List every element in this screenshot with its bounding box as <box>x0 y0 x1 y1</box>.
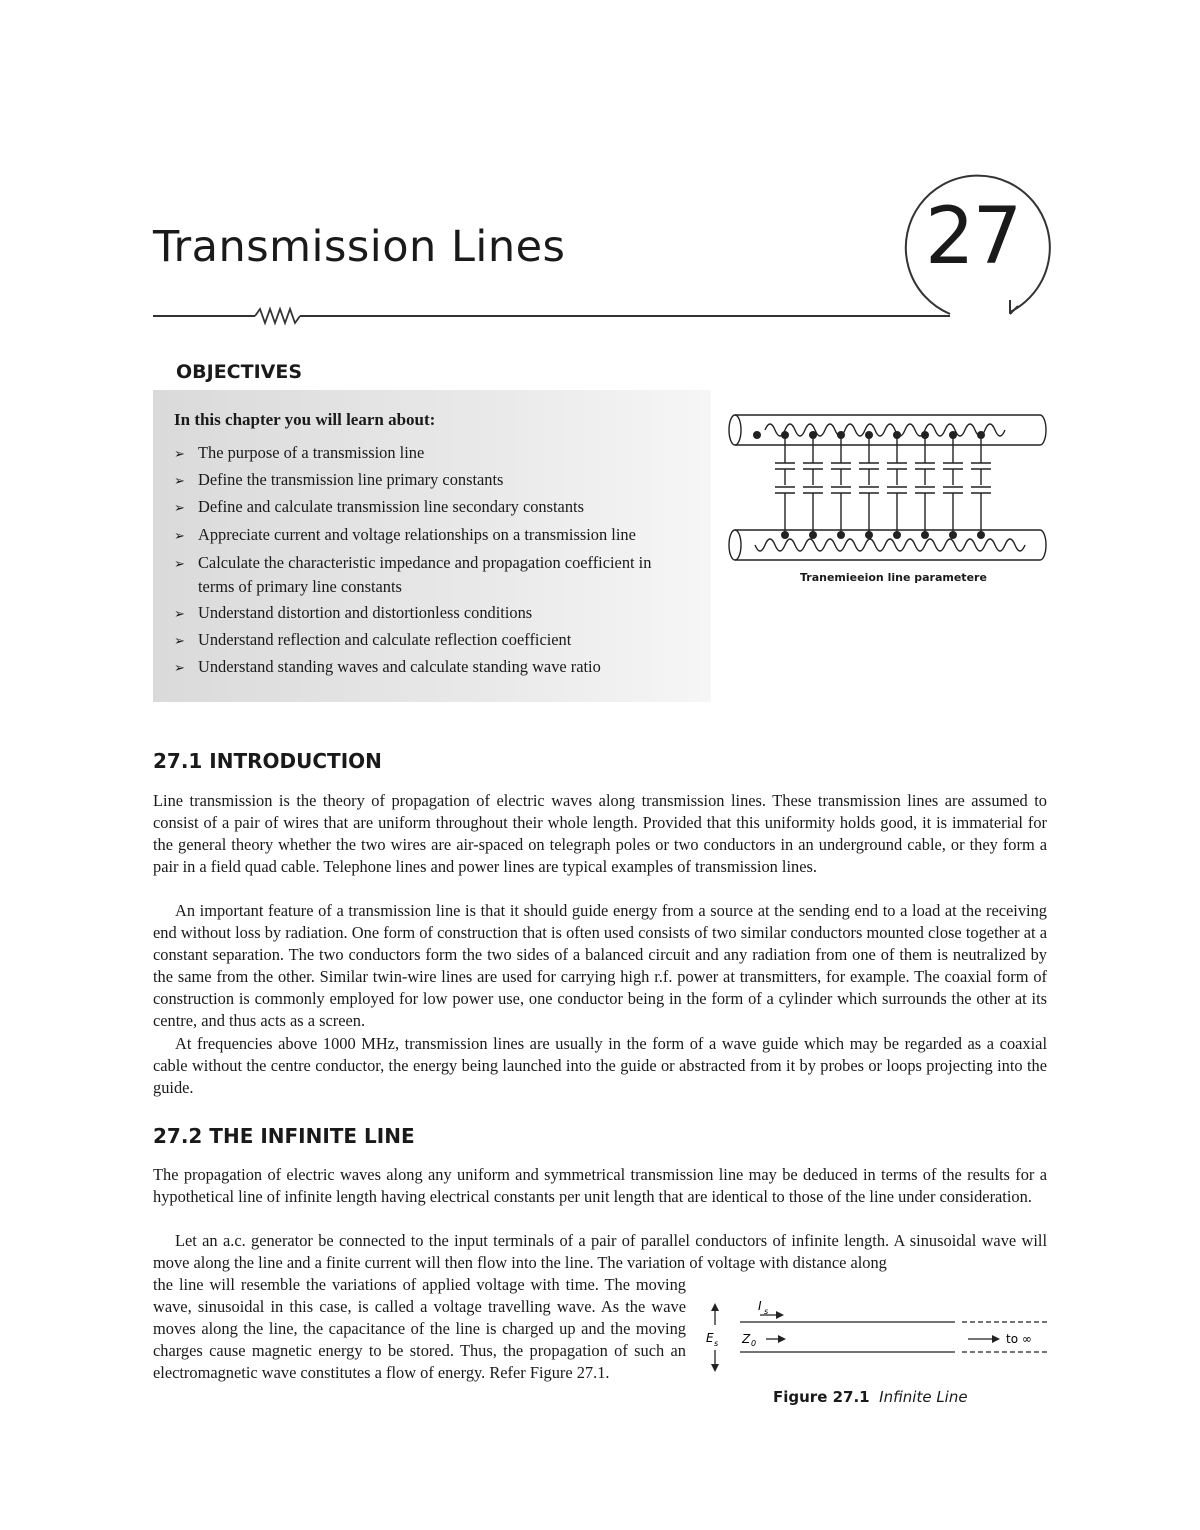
arrow-bullet-icon: ➢ <box>174 661 185 676</box>
section-heading-introduction: 27.1 INTRODUCTION <box>153 749 382 773</box>
arrow-bullet-icon: ➢ <box>174 474 185 489</box>
objective-text: Understand reflection and calculate reflection coefficient <box>198 630 572 649</box>
objective-item <box>174 552 704 598</box>
paragraph: Line transmission is the theory of propagation of electric waves along transmission lines. These transmission lines are assumed to consist of a pair of wires that are uniform throughout their whole length. Provided that this uniformity holds good, it is immaterial for the general theory whether the two wires are air-spaced on telegraph poles or two conductors in an underground cable, or they form a pair in a field quad cable. Telephone lines and power lines are typical examples of transmission lines. <box>153 791 1047 876</box>
objective-item <box>174 524 704 548</box>
objective-text: The purpose of a transmission line <box>198 443 425 462</box>
arrow-bullet-icon: ➢ <box>174 607 185 622</box>
transmission-line-parameters-figure <box>725 405 1050 565</box>
objective-item <box>174 602 704 626</box>
objective-text: Understand standing waves and calculate standing wave ratio <box>198 657 601 676</box>
title-rule <box>0 0 1200 340</box>
to-infinity-label: to ∞ <box>1006 1332 1032 1346</box>
objective-item <box>174 496 704 520</box>
section-heading-infinite-line: 27.2 THE INFINITE LINE <box>153 1124 415 1148</box>
chapter-title: Transmission Lines <box>153 222 566 272</box>
objectives-intro: In this chapter you will learn about: <box>174 410 436 429</box>
figure-label: Figure 27.1 <box>773 1388 870 1406</box>
arrow-bullet-icon: ➢ <box>174 529 185 544</box>
figure-title: Infinite Line <box>879 1388 968 1406</box>
chapter-number: 27 <box>925 192 1021 282</box>
impedance-label: Z <box>742 1332 751 1346</box>
objective-text: Define the transmission line primary constants <box>198 470 504 489</box>
figure-caption: Tranemieeion line parametere <box>800 571 987 584</box>
objective-text: Appreciate current and voltage relationships on a transmission line <box>198 525 636 544</box>
current-subscript: s <box>764 1307 769 1316</box>
impedance-subscript: 0 <box>751 1339 757 1348</box>
paragraph: Let an a.c. generator be connected to the input terminals of a pair of parallel conductors of infinite length. A sinusoidal wave will move along the line and a finite current will then flow into the line. The variation of voltage with distance along <box>153 1231 1047 1272</box>
arrow-bullet-icon: ➢ <box>174 501 185 516</box>
objectives-heading: OBJECTIVES <box>176 361 303 383</box>
infinite-line-figure <box>700 1295 1055 1375</box>
objective-item <box>174 629 704 653</box>
objective-item <box>174 656 704 680</box>
paragraph: The propagation of electric waves along any uniform and symmetrical transmission line may be deduced in terms of the results for a hypothetical line of infinite length having electrical constants per unit length that are identical to those of the line under consideration. <box>153 1165 1047 1206</box>
arrow-bullet-icon: ➢ <box>174 447 185 462</box>
figure-caption <box>773 1388 968 1406</box>
paragraph: At frequencies above 1000 MHz, transmission lines are usually in the form of a wave guide which may be regarded as a coaxial cable without the centre conductor, the energy being launched into the guide or abstracted from it by probes or loops projecting into the guide. <box>153 1034 1047 1097</box>
objective-text-continued: terms of primary line constants <box>198 577 402 596</box>
arrow-bullet-icon: ➢ <box>174 557 185 572</box>
paragraph: the line will resemble the variations of applied voltage with time. The moving wave, sinusoidal in this case, is called a voltage travelling wave. As the wave moves along the line, the capacitance of the line is charged up and the moving charges cause magnetic energy to be stored. Thus, the propagation of such an electromagnetic wave constitutes a flow of energy. Refer Figure 27.1. <box>153 1275 686 1382</box>
paragraph: An important feature of a transmission line is that it should guide energy from a source at the sending end to a load at the receiving end without loss by radiation. One form of construction that is often used consists of two similar conductors mounted close together at a constant separation. The two conductors form the two sides of a balanced circuit and any radiation from one of them is neutralized by the same from the other. Similar twin-wire lines are used for carrying high r.f. power at transmitters, for example. The coaxial form of construction is commonly employed for low power use, one conductor being in the form of a cylinder which surrounds the other at its centre, and thus acts as a screen. <box>153 901 1047 1030</box>
objective-item <box>174 442 704 466</box>
objective-text: Calculate the characteristic impedance and propagation coefficient in <box>198 553 652 572</box>
objective-text: Understand distortion and distortionless conditions <box>198 603 533 622</box>
voltage-label: E <box>706 1331 714 1345</box>
objective-item <box>174 469 704 493</box>
objective-text: Define and calculate transmission line secondary constants <box>198 497 584 516</box>
current-label: I <box>758 1299 762 1313</box>
arrow-bullet-icon: ➢ <box>174 634 185 649</box>
voltage-subscript: s <box>714 1339 719 1348</box>
